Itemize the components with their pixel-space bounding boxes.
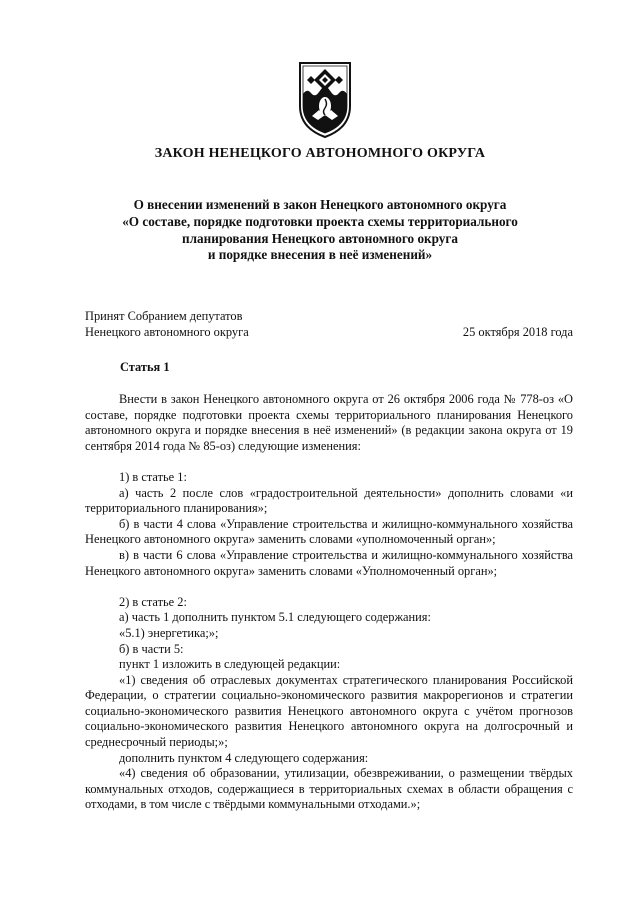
article-paragraph: а) часть 1 дополнить пунктом 5.1 следующего содержания: [119, 610, 431, 625]
article-paragraph: 1) в статье 1: [119, 469, 187, 484]
law-subtitle [85, 197, 555, 264]
adoption-date: 25 октября 2018 года [462, 324, 573, 339]
article-paragraph: пункт 1 изложить в следующей редакции: [119, 657, 341, 672]
article-heading: Статья 1 [120, 360, 170, 374]
article-paragraph: «4) сведения об образовании, утилизации, обезвреживании, о размещении твёрдых коммунальных отходов, содержащиеся в территориальных схемах в области обращения с отходами, в том числе с твёрдыми коммунальными отходами.»; [85, 766, 573, 812]
subtitle-line: О внесении изменений в закон Ненецкого автономного округа [133, 197, 507, 212]
subtitle-line: и порядке внесения в неё изменений» [207, 247, 433, 263]
adoption-block [85, 309, 573, 340]
article-paragraph: а) часть 2 после слов «градостроительной деятельности» дополнить словами «и территориального планирования»; [85, 485, 573, 516]
article-paragraph: «5.1) энергетика;»; [119, 625, 219, 640]
article-paragraph: дополнить пунктом 4 следующего содержания: [119, 750, 369, 765]
article-paragraph: 2) в статье 2: [119, 594, 187, 609]
article-paragraph: «1) сведения об отраслевых документах стратегического планирования Российской Федерации, о стратегии социально-экономического развития макрорегионов и стратегии социально-экономического развития Ненецкого автономного округа с учётом прогнозов социально-экономического развития Ненецкого автономного округа на долгосрочный и среднесрочный периоды;»; [85, 672, 573, 750]
adoption-line: Принят Собранием депутатов [85, 309, 243, 323]
article-paragraph: б) в части 5: [119, 641, 184, 656]
adoption-line: Ненецкого автономного округа [85, 324, 249, 339]
article-paragraph: в) в части 6 слова «Управление строительства и жилищно-коммунального хозяйства Ненецкого автономного округа» заменить словами «Уполномоченный орган»; [85, 547, 573, 578]
subtitle-line: планирования Ненецкого автономного округа [182, 230, 458, 246]
article-paragraph: б) в части 4 слова «Управление строительства и жилищно-коммунального хозяйства Ненецкого автономного округа» заменить словами «уполномоченный орган»; [85, 516, 573, 547]
article-body [85, 392, 573, 813]
law-title: ЗАКОН НЕНЕЦКОГО АВТОНОМНОГО ОКРУГА [154, 146, 486, 161]
article-paragraph: Внести в закон Ненецкого автономного округа от 26 октября 2006 года № 778-оз «О составе, порядке подготовки проекта схемы территориального планирования Ненецкого автономного округа и порядке внесения в неё изменений» (в редакции закона округа от 19 сентября 2014 года № 85-оз) следующие изменения: [85, 392, 573, 453]
subtitle-line: «О составе, порядке подготовки проекта схемы территориального [122, 213, 518, 229]
coat-of-arms-emblem-icon [297, 60, 353, 140]
